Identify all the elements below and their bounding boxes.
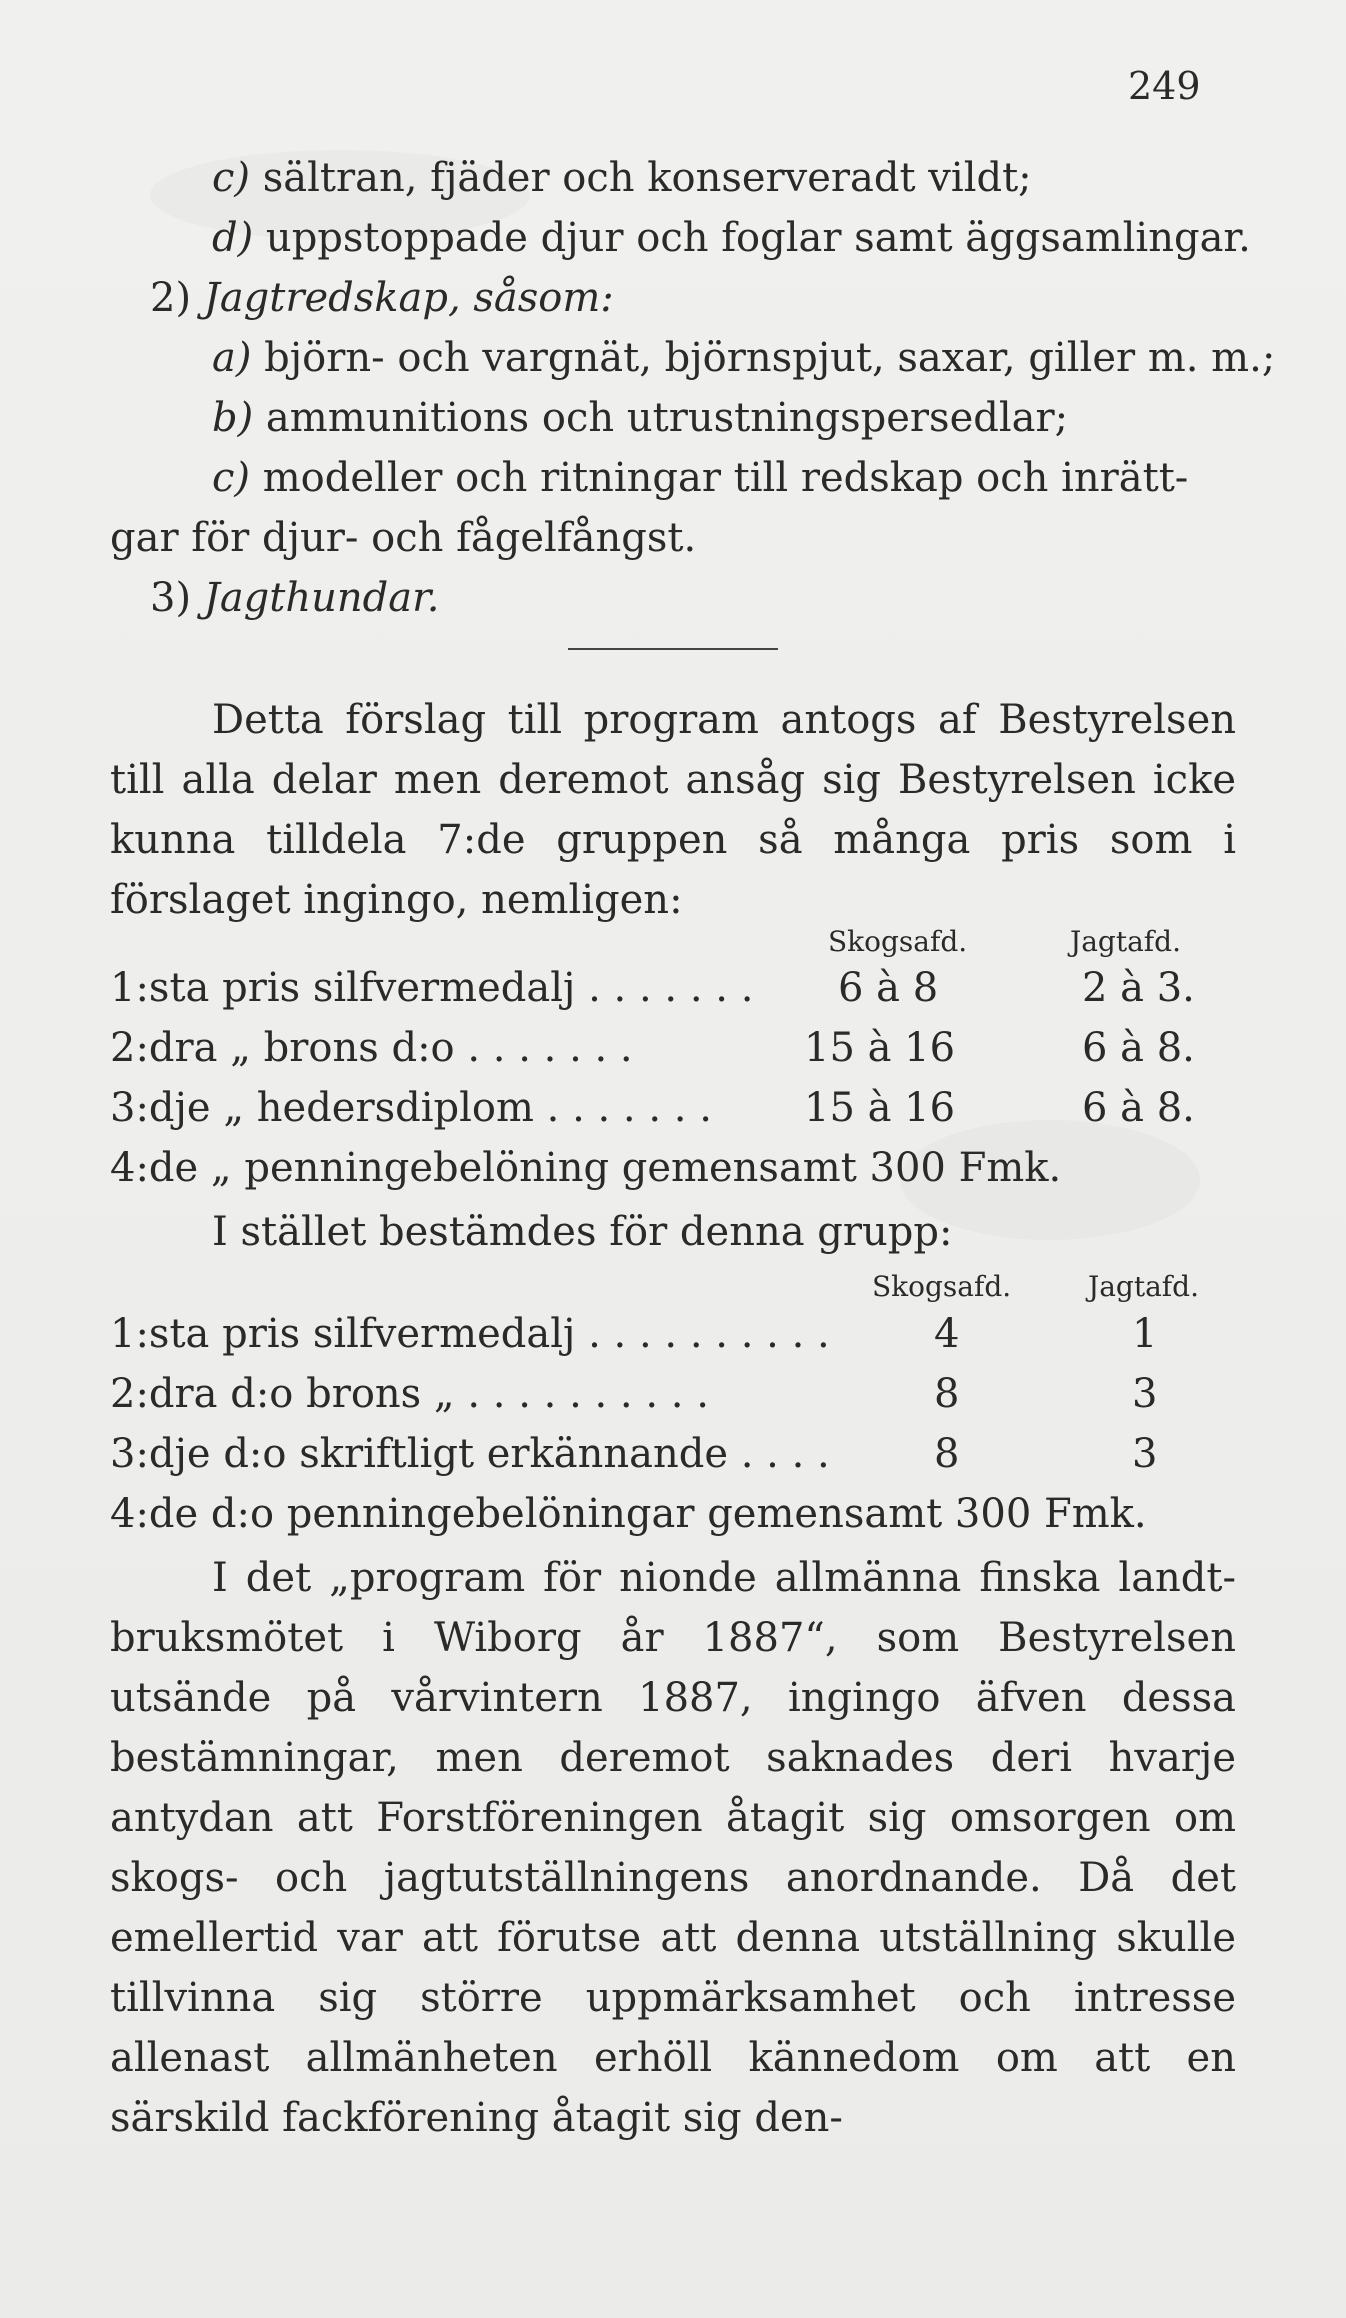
table-row-label: 3:dje „ hedersdiplom . . . . . . . <box>110 1085 712 1131</box>
table-cell-skog: 4 <box>934 1311 960 1357</box>
column-header-jagtafd: Jagtafd. <box>1070 925 1181 958</box>
page-number: 249 <box>1128 64 1201 108</box>
table-cell-jagt: 1 <box>1132 1311 1158 1357</box>
paragraph-text: I stället bestämdes för denna grupp: <box>212 1209 953 1255</box>
table-row-label: 2:dra „ brons d:o . . . . . . . <box>110 1025 633 1071</box>
list-item: b) ammunitions och utrustningspersedlar; <box>212 395 1069 441</box>
list-item: c) sältran, fjäder och konserveradt vildt; <box>212 155 1032 201</box>
list-item: 2) Jagtredskap, såsom: <box>150 275 614 321</box>
column-header-jagtafd: Jagtafd. <box>1088 1270 1199 1303</box>
list-item: a) björn- och vargnät, björnspjut, saxar, giller m. m.; <box>212 335 1276 381</box>
table-cell-jagt: 3 <box>1132 1431 1158 1477</box>
table-row-label: 2:dra d:o brons „ . . . . . . . . . . <box>110 1371 709 1417</box>
table-cell-jagt: 3 <box>1132 1371 1158 1417</box>
list-item: d) uppstoppade djur och foglar samt äggsamlingar. <box>212 215 1251 261</box>
table-cell-skog: 15 à 16 <box>804 1085 956 1131</box>
list-item: c) modeller och ritningar till redskap och inrätt- <box>212 455 1189 501</box>
column-header-skogsafd: Skogsafd. <box>872 1270 1012 1303</box>
list-item: gar för djur- och fågelfångst. <box>110 515 697 561</box>
table-cell-skog: 6 à 8 <box>838 965 939 1011</box>
paragraph-text: Detta förslag till program antogs af Bestyrelsen till alla delar men deremot ansåg sig Bestyrelsen icke kunna tilldela 7:de gruppen så många pris som i förslaget ingingo, nemligen: <box>110 697 1236 923</box>
table-cell-jagt: 6 à 8. <box>1082 1085 1195 1131</box>
table-row-label: 1:sta pris silfvermedalj . . . . . . . <box>110 965 754 1011</box>
table-cell-skog: 15 à 16 <box>804 1025 956 1071</box>
table-row-label: 3:dje d:o skriftligt erkännande . . . . <box>110 1431 830 1477</box>
table-cell-jagt: 6 à 8. <box>1082 1025 1195 1071</box>
table-row-label: 1:sta pris silfvermedalj . . . . . . . . . . <box>110 1311 830 1357</box>
table-cell-skog: 8 <box>934 1431 960 1477</box>
paragraph-text: I det „program för nionde allmänna finska landtbruksmötet i Wiborg år 1887“, som Bestyrelsen utsände på vårvintern 1887, ingingo äfven dessa bestämningar, men deremot saknades deri hvarje antydan att Forstföreningen åtagit sig omsorgen om skogs- och jagtutställningens anordnande. Då det emellertid var att förutse att denna utställning skulle tillvinna sig större uppmärksamhet och intresse allenast allmänheten erhöll kännedom om att en särskild fackförening åtagit sig den- <box>110 1555 1236 2141</box>
table-footer: 4:de „ penningebelöning gemensamt 300 Fmk. <box>110 1145 1062 1191</box>
column-header-skogsafd: Skogsafd. <box>828 925 968 958</box>
table-footer: 4:de d:o penningebelöningar gemensamt 300 Fmk. <box>110 1491 1147 1537</box>
paragraph <box>110 690 1236 930</box>
section-divider <box>568 648 778 650</box>
table-cell-jagt: 2 à 3. <box>1082 965 1195 1011</box>
paragraph <box>110 1548 1236 2148</box>
table-cell-skog: 8 <box>934 1371 960 1417</box>
list-item: 3) Jagthundar. <box>150 575 440 621</box>
